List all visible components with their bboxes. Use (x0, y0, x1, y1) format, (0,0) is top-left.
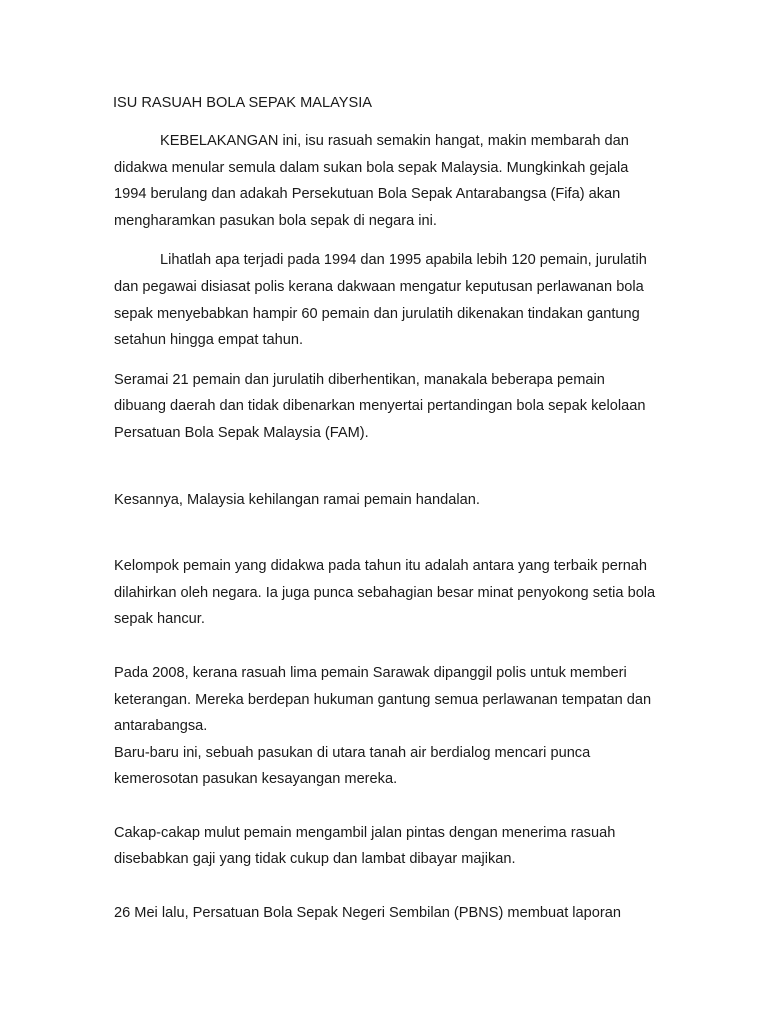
paragraph-9: 26 Mei lalu, Persatuan Bola Sepak Negeri Sembilan (PBNS) membuat laporan (114, 905, 621, 922)
paragraph-4: Kesannya, Malaysia kehilangan ramai pemain handalan. (114, 491, 480, 508)
paragraph-2: Lihatlah apa terjadi pada 1994 dan 1995 apabila lebih 120 pemain, jurulatih dan pegawai disiasat polis kerana dakwaan mengatur keputusan perlawanan bola sepak menyebabkan hampir 60 pemain dan jurulatih dikenakan tindakan gantung setahun hingga empat tahun. (114, 252, 647, 349)
document-title: ISU RASUAH BOLA SEPAK MALAYSIA (113, 95, 372, 111)
paragraph-8: Cakap-cakap mulut pemain mengambil jalan pintas dengan menerima rasuah disebabkan gaji yang tidak cukup dan lambat dibayar majikan. (114, 824, 616, 868)
paragraph-1: KEBELAKANGAN ini, isu rasuah semakin hangat, makin membarah dan didakwa menular semula dalam sukan bola sepak Malaysia. Mungkinkah gejala 1994 berulang dan adakah Persekutuan Bola Sepak Antarabangsa (Fifa) akan mengharamkan pasukan bola sepak di negara ini. (114, 133, 629, 229)
paragraph-3: Seramai 21 pemain dan jurulatih diberhentikan, manakala beberapa pemain dibuang daerah dan tidak dibenarkan menyertai pertandingan bola sepak kelolaan Persatuan Bola Sepak Malaysia (FAM). (114, 371, 646, 441)
paragraph-7: Baru-baru ini, sebuah pasukan di utara tanah air berdialog mencari punca kemerosotan pasukan kesayangan mereka. (114, 744, 591, 788)
paragraph-6: Pada 2008, kerana rasuah lima pemain Sarawak dipanggil polis untuk memberi keterangan. Mereka berdepan hukuman gantung semua perlawanan tempatan dan antarabangsa. (114, 664, 652, 735)
paragraph-5: Kelompok pemain yang didakwa pada tahun itu adalah antara yang terbaik pernah dilahirkan oleh negara. Ia juga punca sebahagian besar minat penyokong setia bola sepak hancur. (114, 558, 656, 628)
